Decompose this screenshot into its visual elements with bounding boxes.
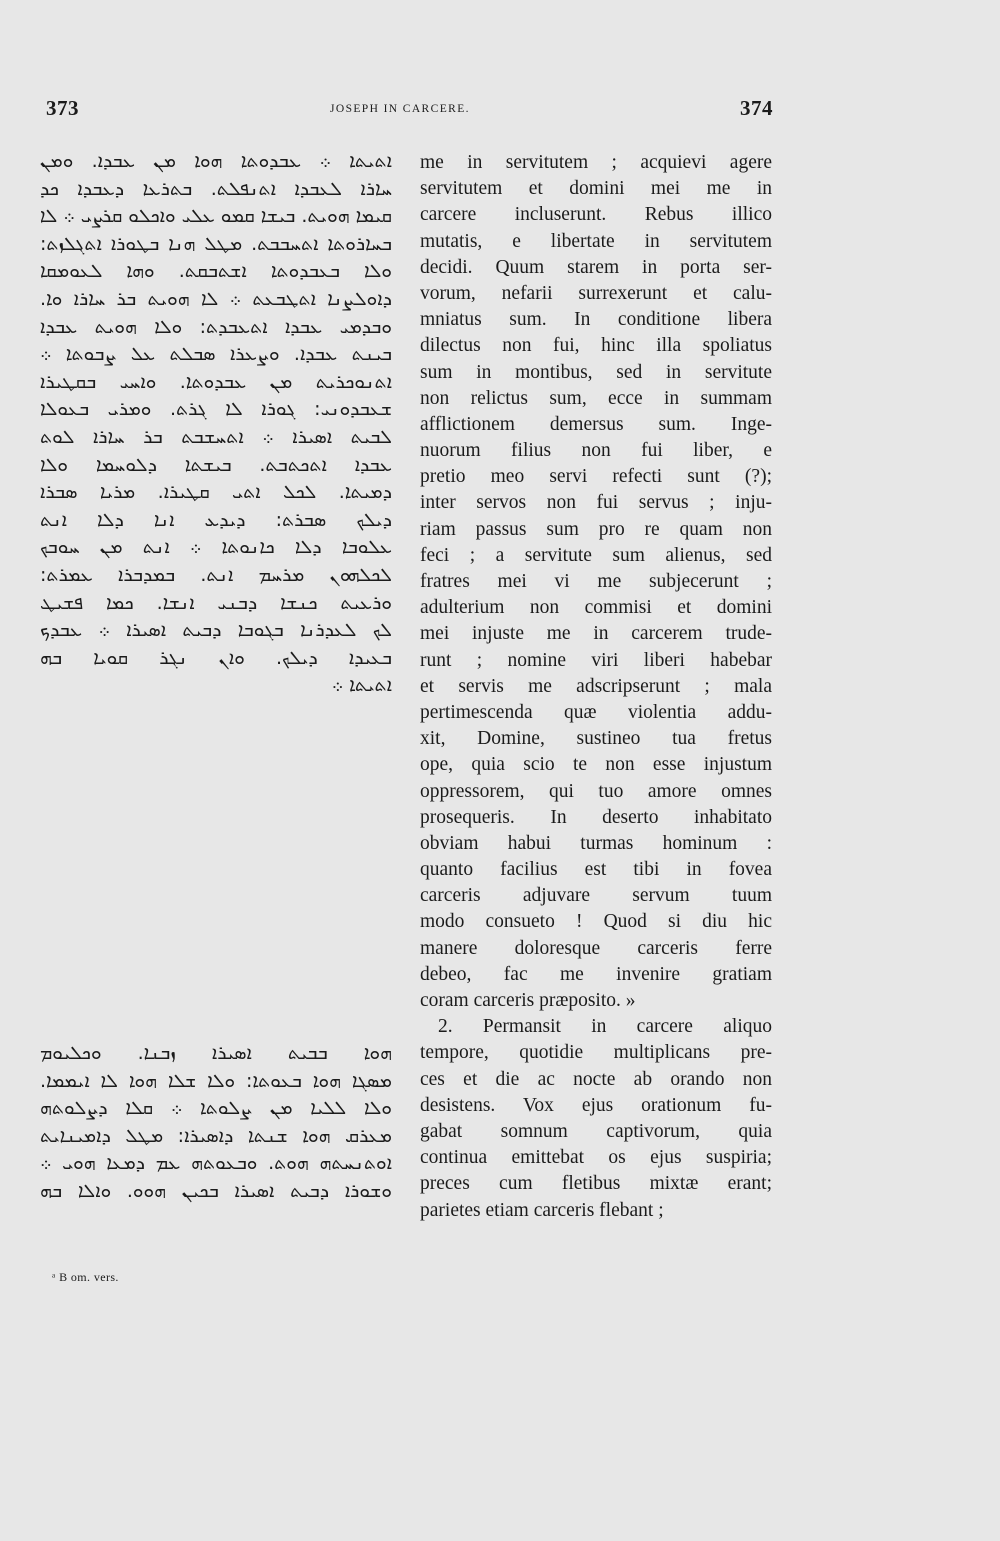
syriac-text-block-1	[40, 148, 392, 700]
latin-text-line: runt ; nomine viri liberi habebar	[420, 649, 772, 671]
latin-text-line: carceris adjuvare servum tuum	[420, 885, 772, 907]
syriac-text-line: ܕܐܘܠܨܢܐ ܐܬܛܒܥܬ ܀ ܠܐ ܗܘܝܬ ܒܪ ܚܐܪܐ ܘܐ.	[40, 287, 392, 310]
latin-text-line: mniatus sum. In conditione libera	[420, 309, 772, 331]
latin-text-line: sum in montibus, sed in servitute	[420, 361, 772, 383]
latin-text-line: servitutem et domini mei me in	[420, 178, 772, 200]
syriac-text-line: ܕܝܠܟ ܣܒܪܬ: ܕܝܕܥ ܐܢܐ ܕܠܐ ܐܢܬ	[40, 508, 392, 531]
latin-text-line: decidi. Quum starem in porta ser-	[420, 256, 772, 278]
latin-text-line: et servis me adscripserunt ; mala	[420, 675, 772, 697]
footnote: ᵃ B om. vers.	[52, 1270, 119, 1284]
left-page-number: 373	[46, 96, 79, 120]
syriac-text-line: ܐܬܢܘܟܪܝܬ ܡܢ ܥܒܕܘܬܐ. ܘܐܚܝ ܒܩܛܝܪܐ	[40, 370, 392, 393]
latin-text-line: vorum, nefarii surrexerunt et calu-	[420, 282, 772, 304]
latin-text-line: oppressorem, qui tuo amore omnes	[420, 780, 772, 802]
syriac-text-line: ܐܬܝܬܐ ܀ ܥܒܕܘܬܐ ܗܘܐ ܡܢ ܥܒܕܐ. ܘܡܢ	[40, 150, 392, 172]
latin-text-line: me in servitutem ; acquievi agere	[420, 152, 772, 173]
latin-text-line: mei injuste me in carcerem trude-	[420, 623, 772, 645]
latin-text-line: carcere incluserunt. Rebus illico	[420, 204, 772, 226]
syriac-text-line: ܡܣܓܐ ܗܘܐ ܒܥܘܬܐ: ܘܠܐ ܫܠܐ ܗܘܐ ܠܐ ܐܝܡܡܐ.	[40, 1069, 392, 1092]
syriac-text-line: ܠܟܠܗܘܢ ܡܪܚܡ ܐܢܬ. ܒܡܕܒܪܐ ܥܡܪܬ:	[40, 563, 392, 586]
syriac-text-line: ܥܒܕܐ ܐܬܟܬܒܬ. ܒܝܫܬܐ ܕܠܘܚܡܐ ܘܠܐ	[40, 453, 392, 476]
syriac-text-line: ܐܘܬܢܚܬܗ ܗܘܬ. ܘܒܥܘܬܗ ܥܡ ܕܡܥܐ ܗܘܝ ܀	[40, 1152, 392, 1175]
syriac-text-line: ܒܥܝܕܐ ܕܝܠܟ. ܘܐܢ ܢܓܪ ܩܘܝܐ ܒܗ	[40, 646, 392, 669]
latin-translation-column	[420, 150, 772, 1224]
latin-text-line: quanto facilius est tibi in fovea	[420, 859, 772, 881]
syriac-text-line: ܠܟ ܠܥܕܪܢܐ ܒܓܘܒܐ ܕܒܝܬ ܐܣܝܪܐ ܀ ܥܒܕܟ	[40, 619, 392, 642]
syriac-text-line: ܘܠܐ ܠܠܝܐ ܡܢ ܨܠܘܬܐ ܀ ܩܠܐ ܕܨܠܘܬܗ	[40, 1097, 392, 1120]
latin-text-line: continua emittebat os ejus suspiria;	[420, 1147, 772, 1169]
syriac-text-line: ܒܝܢܬ ܥܒܕܐ. ܘܨܥܪܐ ܣܒܠܬ ܥܠ ܨܒܘܬܐ ܀	[40, 343, 392, 366]
latin-text-line: desistens. Vox ejus orationum fu-	[420, 1094, 772, 1116]
latin-text-line: pretio meo servi refecti sunt (?);	[420, 466, 772, 488]
page-header	[0, 96, 1000, 130]
latin-text-line: mutatis, e libertate in servitutem	[420, 230, 772, 252]
latin-text-line: non relictus sum, ecce in summam	[420, 387, 772, 409]
latin-text-line: preces cum fletibus mixtæ erant;	[420, 1173, 772, 1195]
latin-text-line: dilectus non fui, hinc illa spoliatus	[420, 335, 772, 357]
latin-text-line: modo consueto ! Quod si diu hic	[420, 911, 772, 933]
syriac-text-line: ܘܠܐ ܒܥܒܕܘܬܐ ܐܫܬܒܩܬ. ܘܗܐ ܠܥܘܡܩܐ	[40, 260, 392, 283]
running-title: JOSEPH IN CARCERE.	[330, 103, 470, 115]
latin-text-line: 2. Permansit in carcere aliquo	[438, 1016, 772, 1038]
syriac-text-line: ܒܚܐܪܘܬܐ ܐܬܚܒܒܬ. ܡܛܠ ܗܢܐ ܒܛܘܪܐ ܐܬܓܠܙܬ:	[40, 232, 392, 255]
latin-text-line: riam passus sum pro re quam non	[420, 518, 772, 540]
latin-text-line: fratres mei vi me subjecerunt ;	[420, 571, 772, 592]
latin-text-line: xit, Domine, sustineo tua fretus	[420, 728, 772, 750]
syriac-text-block-2	[40, 1040, 392, 1206]
latin-text-line: adulterium non commisi et domini	[420, 597, 772, 619]
latin-text-line: inter servos non fui servus ; inju-	[420, 492, 772, 514]
latin-text-line: gabat somnum captivorum, quia	[420, 1120, 772, 1142]
syriac-text-line: ܩܝܡܐ ܗܘܝܬ. ܒܝܫܐ ܩܡܘ ܥܠܝ ܘܐܟܠܘ ܩܪܨܝ ܀ ܠܐ	[40, 205, 392, 228]
syriac-text-line: ܘܪܥܝܬ ܟܢܫܐ ܕܒܢܝ ܐܢܫܐ. ܟܡܐ ܦܫܝܛ	[40, 591, 392, 614]
syriac-text-line: ܘܫܘܪܐ ܕܒܝܬ ܐܣܝܪܐ ܒܟܝܢ ܗܘܘ. ܘܐܠܐ ܒܗ	[40, 1179, 392, 1202]
latin-text-line: feci ; a servitute sum alienus, sed	[420, 544, 772, 566]
syriac-text-line: ܘܒܕܡܝ ܥܒܕܐ ܐܬܥܒܕܬ: ܘܠܐ ܗܘܝܬ ܥܒܕܐ	[40, 315, 392, 338]
syriac-text-line: ܚܐܪܐ ܠܥܒܕܐ ܐܬܢܦܠܬ. ܒܬܪܥܐ ܕܥܒܕܐ ܟܕ	[40, 177, 392, 200]
latin-text-line: debeo, fac me invenire gratiam	[420, 963, 772, 985]
syriac-text-line: ܡܥܪܩ ܗܘܐ ܫܢܬܐ ܕܐܣܝܪܐ: ܡܛܠ ܕܐܡܝܢܐܝܬ	[40, 1124, 392, 1147]
latin-text-line: manere doloresque carceris ferre	[420, 937, 772, 959]
syriac-text-line: ܥܠܘܒܐ ܕܠܐ ܟܐܢܘܬܐ ܀ ܐܢܬ ܡܢ ܚܘܒܟ	[40, 536, 392, 559]
syriac-text-line: ܠܒܝܬ ܐܣܝܪܐ ܀ ܐܬܚܫܒܬ ܒܪ ܚܐܪܐ ܠܘܬ	[40, 425, 392, 448]
latin-text-line: ope, quia scio te non esse injustum	[420, 754, 772, 776]
latin-text-line: obviam habui turmas hominum :	[420, 832, 772, 854]
latin-text-line: nuorum filius non fui liber, e	[420, 440, 772, 462]
latin-text-line: tempore, quotidie multiplicans pre-	[420, 1042, 772, 1064]
syriac-text-line: ܐܬܝܬܐ ܀	[331, 674, 392, 697]
latin-text-line: coram carceris præposito. »	[420, 990, 636, 1011]
syriac-text-line: ܫܥܒܕܘܢܝ: ܓܘܪܐ ܠܐ ܓܪܬ. ܘܡܪܝ ܒܥܘܠܐ	[40, 398, 392, 421]
latin-text-line: parietes etiam carceris flebant ;	[420, 1199, 664, 1221]
syriac-text-line: ܕܡܝܬܐ. ܠܟܠ ܐܬܝ ܩܛܝܪܐ. ܡܪܝܐ ܣܒܪܐ	[40, 481, 392, 504]
right-page-number: 374	[740, 96, 773, 120]
latin-text-line: pertimescenda quæ violentia addu-	[420, 701, 772, 723]
latin-text-line: afflictionem demersus sum. Inge-	[420, 413, 772, 435]
latin-text-line: ces et die ac nocte ab orando non	[420, 1068, 772, 1090]
latin-text-line: prosequeris. In deserto inhabitato	[420, 806, 772, 828]
syriac-text-line: ܗܘܐ ܒܒܝܬ ܐܣܝܪܐ ܙܒܢܐ. ܘܟܠܝܘܡ	[40, 1042, 392, 1064]
